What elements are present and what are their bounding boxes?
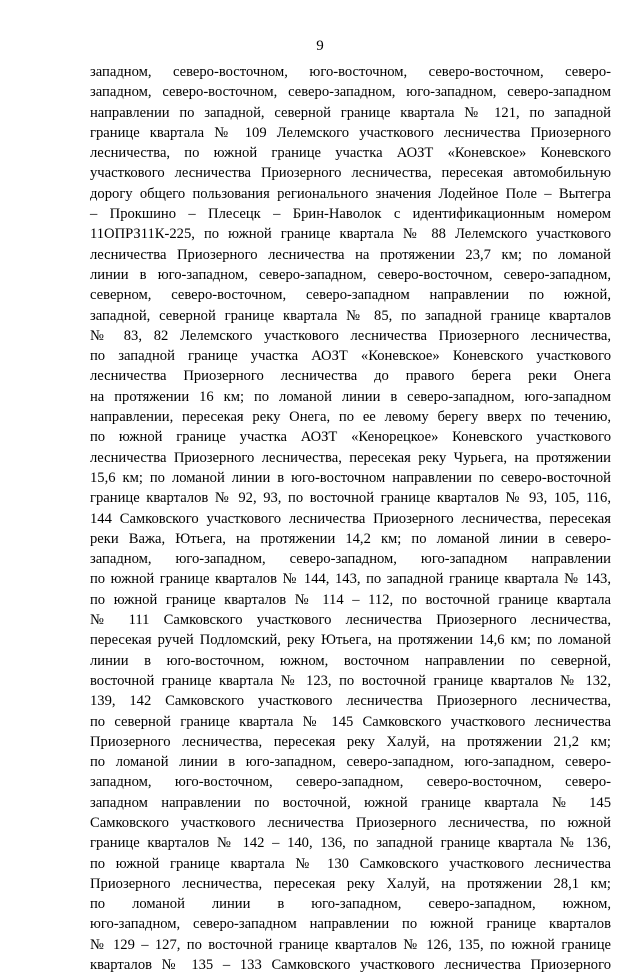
text-line: № 111 Самковского участкового лесничества Приозерного лесничества, — [90, 612, 611, 629]
text-line: западном направлении по восточной, южной границе квартала № 145 — [90, 794, 611, 811]
text-line: западном, северо-восточном, северо-западном, юго-западном, северо-западном — [90, 84, 611, 101]
text-line: 139, 142 Самковского участкового лесничества Приозерного лесничества, — [90, 693, 611, 710]
text-line: – Прокшино – Плесецк – Брин-Наволок с идентификационным номером — [90, 206, 611, 223]
text-line: западной, северной границе квартала № 85, по западной границе кварталов — [90, 307, 611, 324]
text-line: пересекая ручей Подломский, реку Ютьега, на протяжении 14,6 км; по ломаной — [90, 632, 611, 649]
text-line: лесничества Приозерного лесничества до правого берега реки Онега — [90, 368, 611, 385]
text-line: Самковского участкового лесничества Приозерного лесничества, по южной — [90, 814, 611, 831]
text-line: западном, северо-восточном, юго-восточном, северо-восточном, северо- — [90, 64, 611, 80]
text-line: на протяжении 16 км; по ломаной линии в северо-западном, юго-западном — [90, 388, 611, 405]
text-line: лесничества Приозерного лесничества на протяжении 23,7 км; по ломаной — [90, 246, 611, 263]
text-line: западном, юго-западном, северо-западном, юго-западном направлении — [90, 551, 611, 568]
text-line: северном, северо-восточном, северо-западном направлении по южной, — [90, 287, 611, 304]
text-line: кварталов № 135 – 133 Самковского участкового лесничества Приозерного — [90, 957, 611, 974]
text-line: по южной границе кварталов № 114 – 112, по восточной границе квартала — [90, 591, 611, 608]
text-line: восточной границе квартала № 123, по восточной границе кварталов № 132, — [90, 672, 611, 689]
text-line: линии в юго-восточном, южном, восточном направлении по северной, — [90, 652, 611, 669]
text-line: линии в юго-западном, северо-западном, северо-восточном, северо-западном, — [90, 266, 611, 283]
text-line: дорогу общего пользования регионального значения Лодейное Поле – Вытегра — [90, 185, 611, 202]
text-line: по западной границе участка АОЗТ «Коневское» Коневского участкового — [90, 348, 611, 365]
text-line: направлении, пересекая реку Онега, по ее левому берегу вверх по течению, — [90, 409, 611, 426]
text-line: по ломаной линии в юго-западном, северо-западном, юго-западном, северо- — [90, 754, 611, 771]
page-number: 9 — [316, 38, 324, 54]
text-line: реки Важа, Ютьега, на протяжении 14,2 км; по ломаной линии в северо- — [90, 530, 611, 547]
text-line: по южной границе участка АОЗТ «Кенорецкое» Коневского участкового — [90, 429, 611, 446]
text-line: по ломаной линии в юго-западном, северо-западном, южном, — [90, 896, 611, 913]
text-line: границе квартала № 109 Лелемского участкового лесничества Приозерного — [90, 124, 611, 141]
text-line: лесничества, по южной границе участка АОЗТ «Коневское» Коневского — [90, 145, 611, 162]
text-line: западном, юго-восточном, северо-западном, северо-восточном, северо- — [90, 774, 611, 791]
text-line: участкового лесничества Приозерного лесничества, пересекая автомобильную — [90, 165, 611, 182]
text-line: № 83, 82 Лелемского участкового лесничества Приозерного лесничества, — [90, 327, 611, 344]
text-line: по южной границе кварталов № 144, 143, по западной границе квартала № 143, — [90, 571, 611, 588]
text-line: 144 Самковского участкового лесничества Приозерного лесничества, пересекая — [90, 510, 611, 527]
text-line: юго-западном, северо-западном направлении по южной границе кварталов — [90, 916, 611, 933]
text-line: № 129 – 127, по восточной границе кварталов № 126, 135, по южной границе — [90, 936, 611, 953]
text-line: по северной границе квартала № 145 Самковского участкового лесничества — [90, 713, 611, 730]
text-line: 15,6 км; по ломаной линии в юго-восточном направлении по северо-восточной — [90, 469, 611, 486]
text-line: Приозерного лесничества, пересекая реку Халуй, на протяжении 28,1 км; — [90, 875, 611, 892]
text-line: границе кварталов № 142 – 140, 136, по западной границе квартала № 136, — [90, 835, 611, 852]
text-line: Приозерного лесничества, пересекая реку Халуй, на протяжении 21,2 км; — [90, 733, 611, 750]
text-line: границе кварталов № 92, 93, по восточной границе кварталов № 93, 105, 116, — [90, 490, 611, 507]
body-text — [90, 62, 611, 975]
text-line: по южной границе квартала № 130 Самковского участкового лесничества — [90, 855, 611, 872]
text-line: направлении по западной, северной границе квартала № 121, по западной — [90, 104, 611, 121]
text-line: 11ОПРЗ11К-225, по южной границе квартала № 88 Лелемского участкового — [90, 226, 611, 243]
text-line: лесничества Приозерного лесничества, пересекая реку Чурьега, на протяжении — [90, 449, 611, 466]
